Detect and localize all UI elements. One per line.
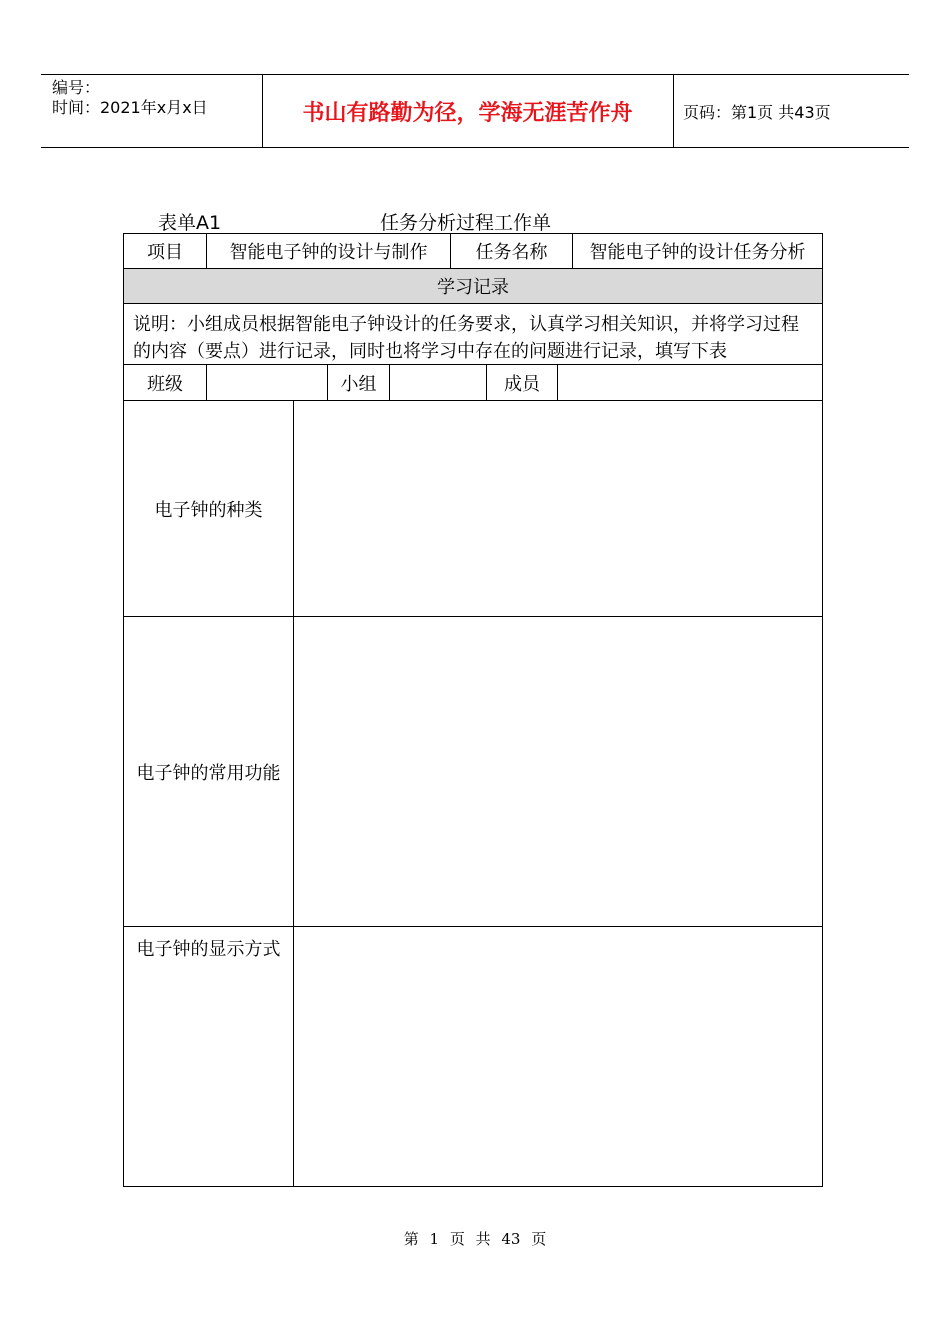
header-divider-right — [673, 74, 674, 148]
header-page-info: 页码：第1页 共43页 — [683, 103, 831, 122]
record-field-types[interactable] — [293, 400, 823, 617]
record-field-display[interactable] — [293, 926, 823, 1187]
form-id: 表单A1 — [158, 212, 222, 234]
task-name-value: 智能电子钟的设计任务分析 — [572, 233, 823, 269]
instructions-text: 说明：小组成员根据智能电子钟设计的任务要求，认真学习相关知识，并将学习过程的内容（要点）进行记录，同时也将学习中存在的问题进行记录，填写下表 — [123, 303, 823, 365]
record-label-display: 电子钟的显示方式 — [123, 926, 294, 1187]
section-title: 学习记录 — [123, 268, 823, 304]
record-label-types: 电子钟的种类 — [123, 400, 294, 617]
record-field-functions[interactable] — [293, 616, 823, 927]
task-name-label: 任务名称 — [450, 233, 573, 269]
class-field[interactable] — [206, 364, 328, 401]
header-motto: 书山有路勤为径，学海无涯苦作舟 — [302, 100, 633, 126]
header-top-rule — [41, 74, 909, 75]
header-bottom-rule — [41, 147, 909, 148]
serial-number-label: 编号： — [52, 78, 101, 97]
members-field[interactable] — [557, 364, 823, 401]
group-field[interactable] — [389, 364, 487, 401]
project-value: 智能电子钟的设计与制作 — [206, 233, 451, 269]
project-label: 项目 — [123, 233, 207, 269]
group-label: 小组 — [327, 364, 390, 401]
date-label: 时间：2021年x月x日 — [52, 98, 208, 117]
members-label: 成员 — [486, 364, 558, 401]
footer-page-number: 第 1 页 共 43 页 — [403, 1230, 547, 1248]
class-label: 班级 — [123, 364, 207, 401]
record-label-functions: 电子钟的常用功能 — [123, 616, 294, 927]
form-title: 任务分析过程工作单 — [380, 212, 552, 234]
